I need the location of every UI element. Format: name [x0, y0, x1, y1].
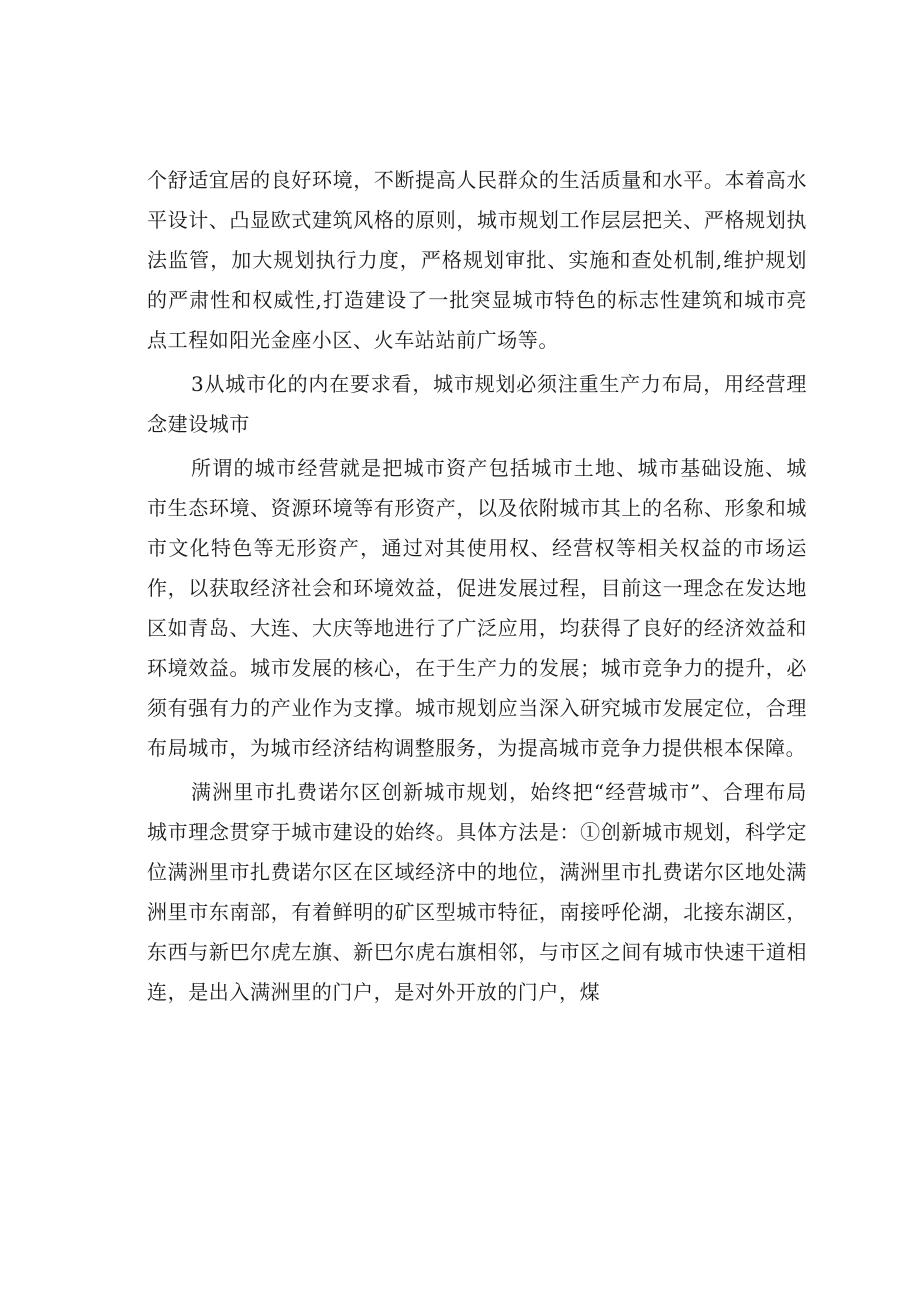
paragraph-1: 个舒适宜居的良好环境，不断提高人民群众的生活质量和水平。本着高水平设计、凸显欧式建筑风格的原则，城市规划工作层层把关、严格规划执法监管，加大规划执行力度，严格规划审批、实施和查处机制,维护规划的严肃性和权威性,打造建设了一批突显城市特色的标志性建筑和城市亮点工程如阳光金座小区、火车站站前广场等。: [147, 168, 807, 352]
paragraph-3: 满洲里市扎费诺尔区创新城市规划，始终把“经营城市”、合理布局城市理念贯穿于城市建设的始终。具体方法是：①创新城市规划，科学定位满洲里市扎费诺尔区在区域经济中的地位，满洲里市扎费诺尔区地处满洲里市东南部，有着鲜明的矿区型城市特征，南接呼伦湖，北接东湖区，东西与新巴尔虎左旗、新巴尔虎右旗相邻，与市区之间有城市快速干道相连，是出入满洲里的门户，是对外开放的门户，煤: [147, 780, 807, 1004]
section-heading-3: 3从城市化的内在要求看，城市规划必须注重生产力布局，用经营理念建设城市: [147, 372, 807, 436]
document-body: [147, 160, 807, 1016]
paragraph-2: 所谓的城市经营就是把城市资产包括城市土地、城市基础设施、城市生态环境、资源环境等有形资产，以及依附城市其上的名称、形象和城市文化特色等无形资产，通过对其使用权、经营权等相关权益的市场运作，以获取经济社会和环境效益，促进发展过程，目前这一理念在发达地区如青岛、大连、大庆等地进行了广泛应用，均获得了良好的经济效益和环境效益。城市发展的核心，在于生产力的发展；城市竞争力的提升，必须有强有力的产业作为支撑。城市规划应当深入研究城市发展定位，合理布局城市，为城市经济结构调整服务，为提高城市竞争力提供根本保障。: [147, 456, 807, 760]
